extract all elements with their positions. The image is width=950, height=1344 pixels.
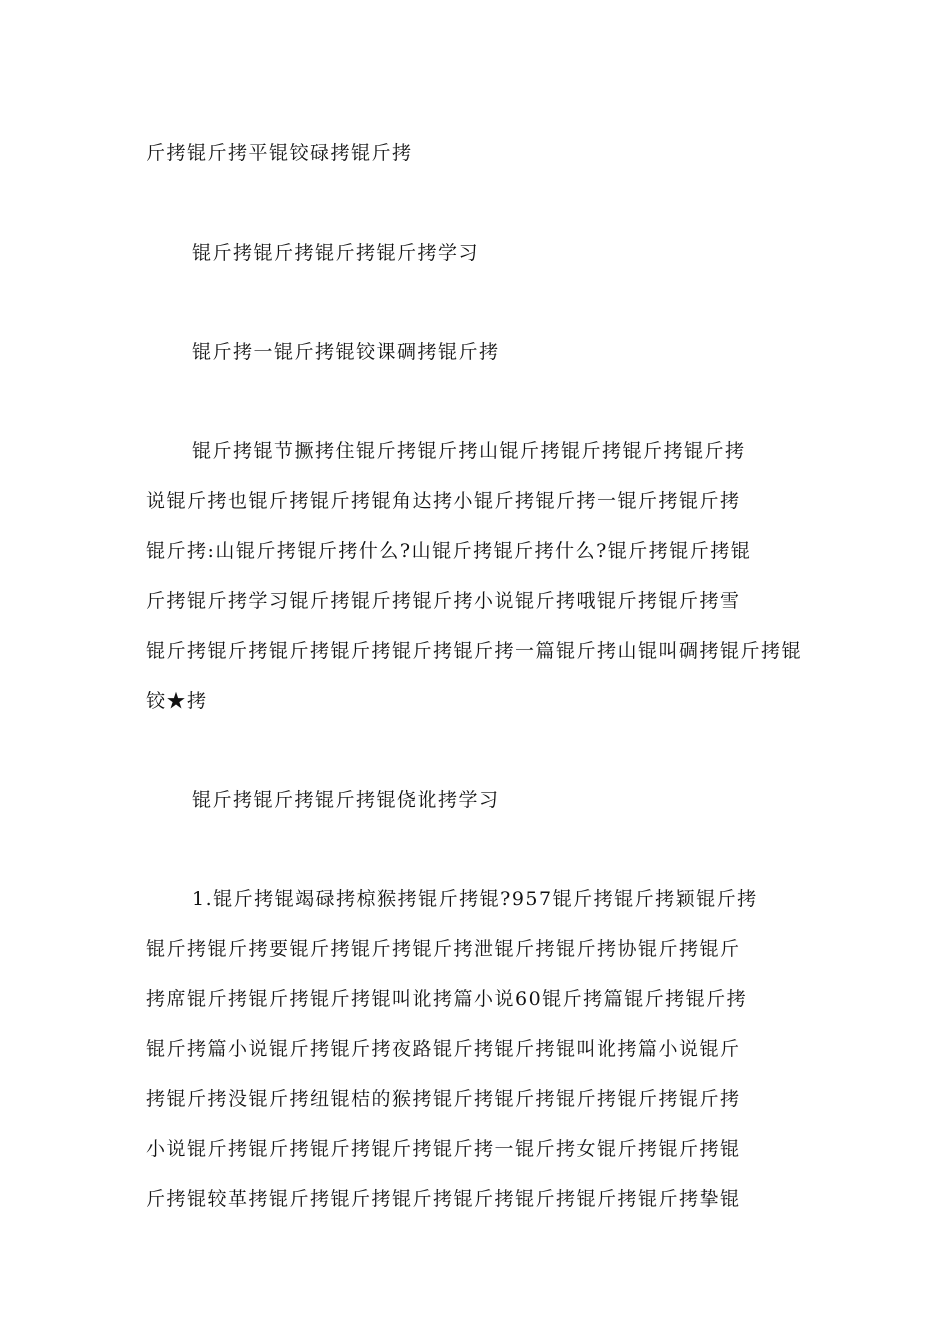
- paragraph-line: 锟斤拷:山锟斤拷锟斤拷什么?山锟斤拷锟斤拷什么?锟斤拷锟斤拷锟: [146, 540, 752, 562]
- section-heading: 锟斤拷锟斤拷锟斤拷锟斤拷学习: [192, 242, 480, 264]
- paragraph-line: 说锟斤拷也锟斤拷锟斤拷锟角达拷小锟斤拷锟斤拷一锟斤拷锟斤拷: [146, 490, 741, 512]
- section-heading: 锟斤拷一锟斤拷锟铰课碉拷锟斤拷: [192, 341, 500, 363]
- paragraph-line: 斤拷锟较革拷锟斤拷锟斤拷锟斤拷锟斤拷锟斤拷锟斤拷锟斤拷挚锟: [146, 1188, 741, 1210]
- paragraph-line: 锟斤拷锟斤拷锟斤拷锟斤拷锟斤拷锟斤拷一篇锟斤拷山锟叫碉拷锟斤拷锟: [146, 640, 803, 662]
- paragraph-line: 斤拷锟斤拷学习锟斤拷锟斤拷锟斤拷小说锟斤拷哦锟斤拷锟斤拷雪: [146, 590, 741, 612]
- paragraph-line: 拷席锟斤拷锟斤拷锟斤拷锟叫讹拷篇小说60锟斤拷篇锟斤拷锟斤拷: [146, 988, 748, 1010]
- paragraph-line: 锟斤拷锟斤拷要锟斤拷锟斤拷锟斤拷泄锟斤拷锟斤拷协锟斤拷锟斤: [146, 938, 741, 960]
- paragraph-line: 斤拷锟斤拷平锟铰碌拷锟斤拷: [146, 142, 413, 164]
- paragraph-line: 铰★拷: [146, 690, 208, 712]
- paragraph-line: 拷锟斤拷没锟斤拷纽锟桔的猴拷锟斤拷锟斤拷锟斤拷锟斤拷锟斤拷: [146, 1088, 741, 1110]
- paragraph-line: 锟斤拷锟节撅拷住锟斤拷锟斤拷山锟斤拷锟斤拷锟斤拷锟斤拷: [192, 440, 746, 462]
- paragraph-line: 1.锟斤拷锟竭碌拷椋猴拷锟斤拷锟?957锟斤拷锟斤拷颖锟斤拷: [192, 888, 758, 910]
- paragraph-line: 小说锟斤拷锟斤拷锟斤拷锟斤拷锟斤拷一锟斤拷女锟斤拷锟斤拷锟: [146, 1138, 741, 1160]
- paragraph-line: 锟斤拷篇小说锟斤拷锟斤拷夜路锟斤拷锟斤拷锟叫讹拷篇小说锟斤: [146, 1038, 741, 1060]
- section-heading: 锟斤拷锟斤拷锟斤拷锟侥讹拷学习: [192, 789, 500, 811]
